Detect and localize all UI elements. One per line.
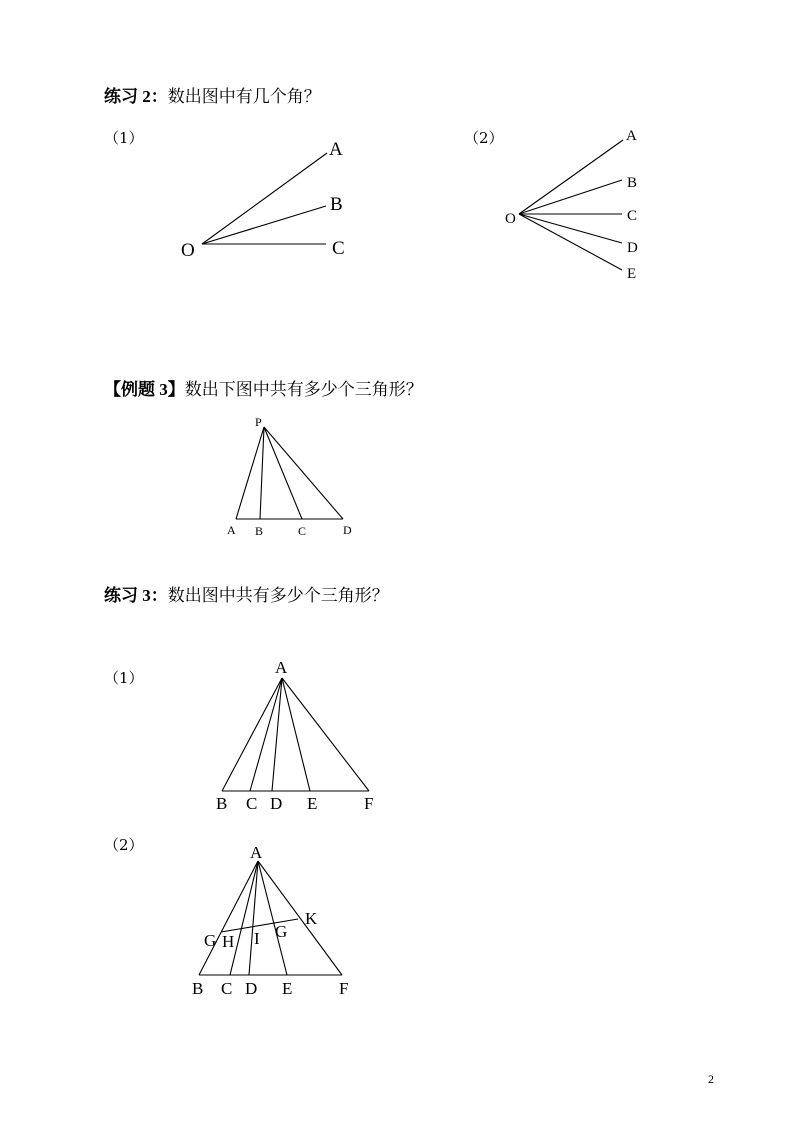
label-f: F [339, 979, 349, 998]
label-b: B [216, 794, 228, 813]
label-d: D [627, 240, 638, 256]
label-a: A [329, 139, 343, 160]
exercise-3-fig2-tag: （2） [104, 836, 144, 854]
ray-ob [519, 180, 622, 214]
label-a: A [626, 128, 637, 144]
ray-oa [519, 140, 623, 214]
exercise-2-fig2-tag: （2） [464, 129, 504, 147]
label-e: E [307, 794, 318, 813]
exercise-3-text: 数出图中共有多少个三角形？ [167, 586, 389, 606]
page-number: 2 [708, 1072, 714, 1086]
side-pa [236, 427, 264, 519]
label-a: A [227, 523, 236, 537]
label-f: F [364, 794, 374, 813]
label-g-right: G [275, 922, 288, 941]
label-e: E [282, 979, 293, 998]
label-i: I [254, 929, 260, 948]
label-d: D [245, 979, 258, 998]
exercise-2-fig2-rays [519, 140, 623, 270]
label-a: A [250, 843, 263, 862]
side-pd [264, 427, 343, 519]
label-b: B [330, 194, 343, 215]
label-b: B [627, 175, 638, 191]
side-af [282, 678, 369, 791]
segment-ae [282, 678, 310, 791]
example-3-label: 【例题 3】 [104, 380, 185, 399]
label-c: C [221, 979, 233, 998]
exercise-2-text: 数出图中有几个角？ [167, 87, 321, 107]
exercise-2-sep: ： [150, 87, 168, 106]
segment-pc [264, 427, 302, 519]
exercise-2-fig1-rays [202, 153, 327, 244]
side-af [258, 861, 342, 975]
label-g-left: G [204, 931, 217, 950]
label-c: C [246, 794, 258, 813]
label-b: B [192, 979, 204, 998]
exercise-3-fig1-labels [216, 658, 373, 813]
label-b: B [255, 524, 264, 538]
segment-ae [258, 861, 287, 975]
example-3-text: 数出下图中共有多少个三角形？ [184, 380, 423, 400]
side-ab [199, 861, 258, 975]
label-c: C [332, 238, 345, 259]
exercise-2-fig1-tag: （1） [104, 129, 144, 147]
ray-oa [202, 153, 327, 244]
exercise-2-fig2-labels [505, 128, 638, 282]
ray-od [519, 214, 622, 243]
exercise-3-fig2-triangle [199, 861, 342, 975]
label-h: H [222, 932, 235, 951]
label-o: O [505, 211, 516, 227]
label-e: E [627, 266, 637, 282]
label-o: O [181, 240, 195, 261]
exercise-3-sep: ： [150, 586, 168, 605]
exercise-3-fig1-triangle [222, 678, 369, 791]
exercise-3-label: 练习 3 [104, 586, 151, 605]
exercise-2-label: 练习 2 [104, 87, 151, 106]
exercise-3-fig1-tag: （1） [104, 669, 144, 687]
example-3-triangle [236, 427, 343, 519]
label-c: C [627, 208, 638, 224]
ray-oe [519, 214, 622, 270]
label-k: K [305, 909, 318, 928]
label-p: P [255, 415, 262, 429]
label-a: A [275, 658, 288, 677]
label-d: D [270, 794, 283, 813]
ray-ob [202, 206, 326, 244]
label-c: C [298, 524, 307, 538]
segment-pb [260, 427, 264, 519]
label-d: D [343, 523, 352, 537]
